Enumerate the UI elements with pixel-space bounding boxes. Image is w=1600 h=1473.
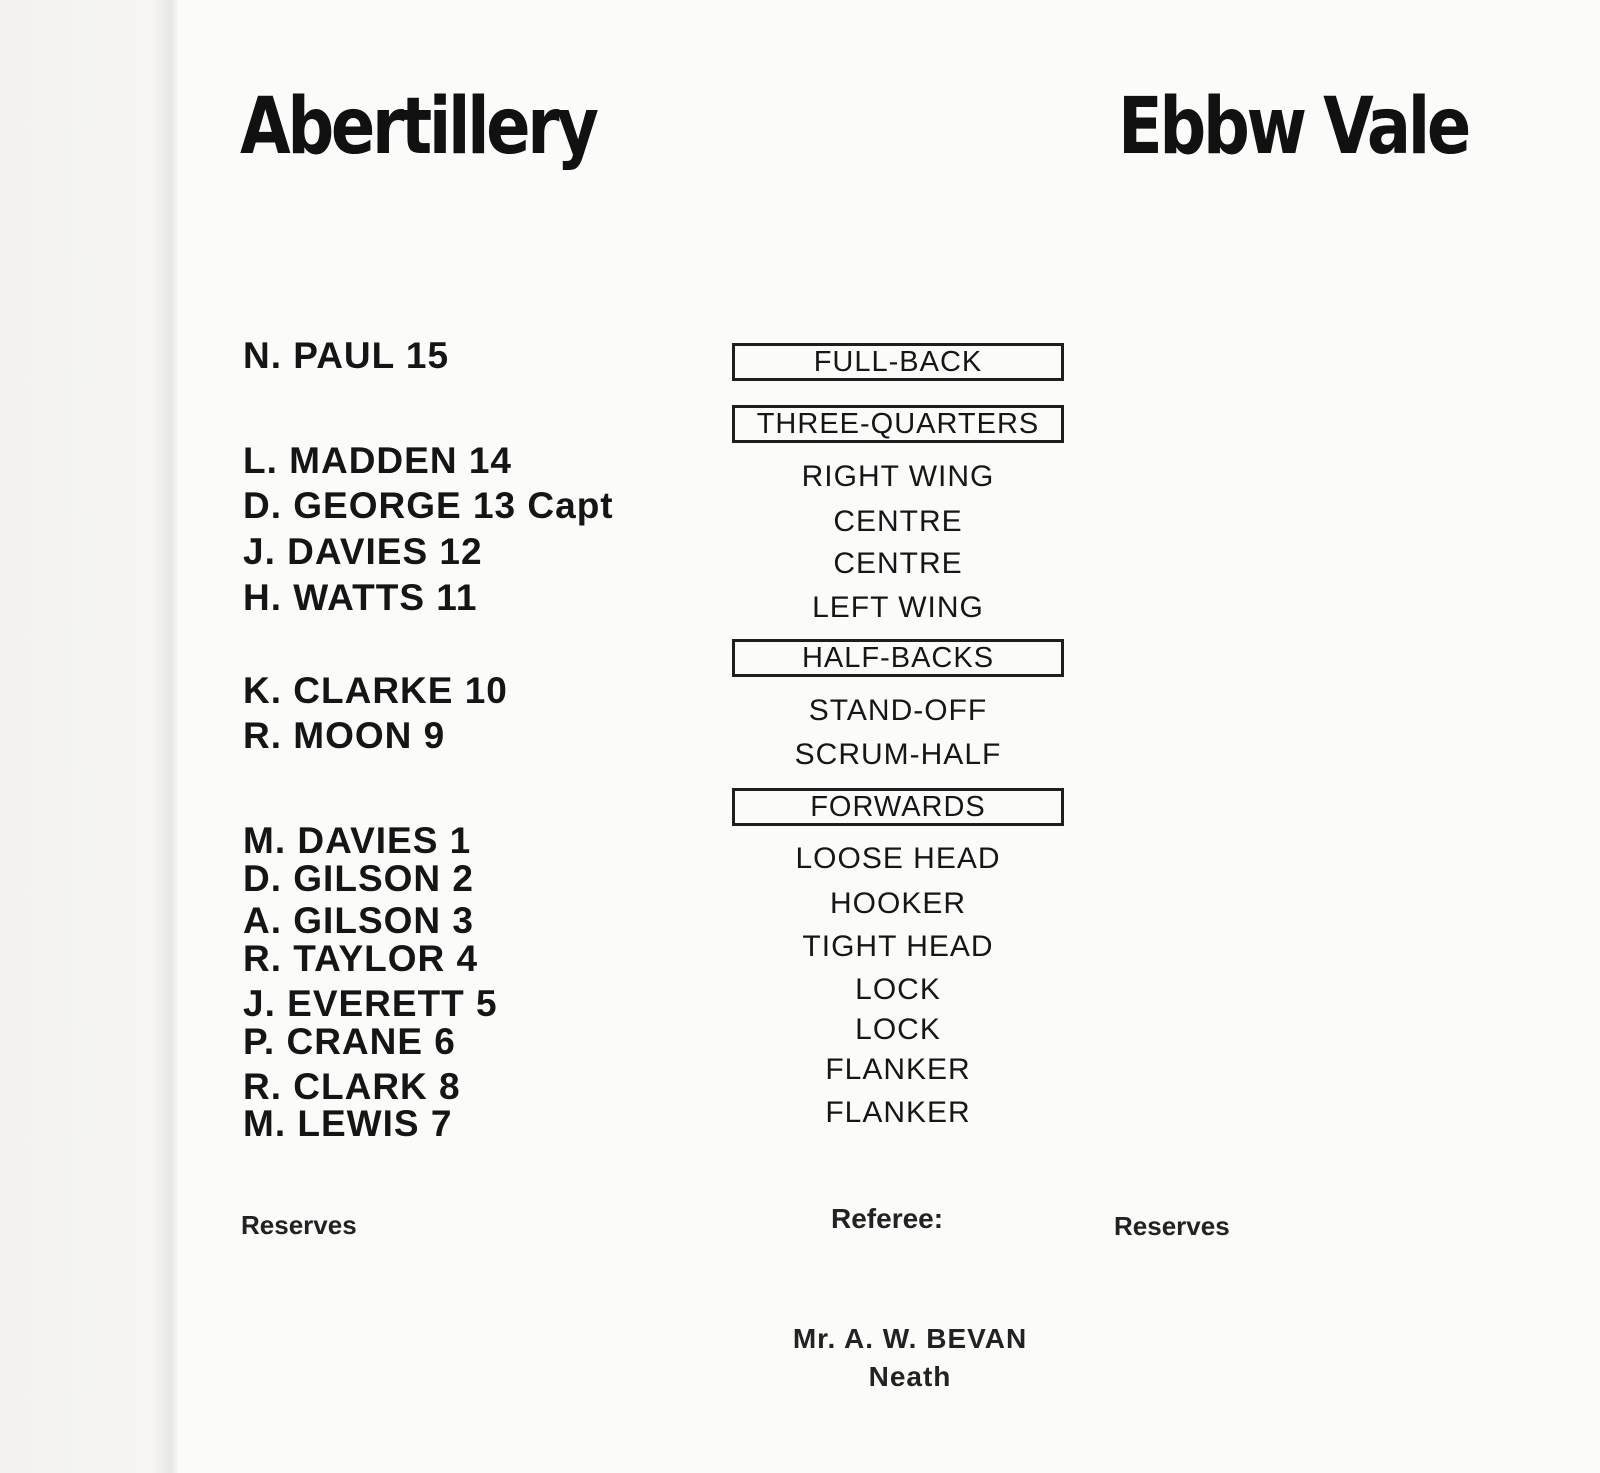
player-right-wing: L. MADDEN 14 bbox=[243, 440, 512, 481]
player-full-back: N. PAUL 15 bbox=[243, 335, 450, 376]
position-centre: CENTRE bbox=[833, 505, 963, 538]
position-lock: LOCK bbox=[855, 973, 941, 1006]
player-lock-5: J. EVERETT 5 bbox=[243, 983, 498, 1024]
section-half-backs: HALF-BACKS bbox=[732, 639, 1064, 677]
player-hooker: D. GILSON 2 bbox=[243, 858, 474, 899]
player-centre: J. DAVIES 12 bbox=[243, 531, 483, 572]
home-reserves-label: Reserves bbox=[241, 1210, 357, 1240]
away-team-title: Ebbw Vale bbox=[1118, 82, 1468, 172]
player-lock-4: R. TAYLOR 4 bbox=[243, 938, 479, 979]
player-stand-off: K. CLARKE 10 bbox=[243, 670, 508, 711]
section-full-back: FULL-BACK bbox=[732, 343, 1064, 381]
referee-name: Mr. A. W. BEVAN bbox=[792, 1323, 1028, 1354]
position-left-wing: LEFT WING bbox=[812, 591, 984, 624]
home-team-title: Abertillery bbox=[240, 82, 596, 172]
player-number-eight: R. CLARK 8 bbox=[243, 1066, 461, 1107]
position-scrum-half: SCRUM-HALF bbox=[794, 738, 1002, 771]
referee-label: Referee: bbox=[831, 1203, 944, 1234]
page-binding-shadow bbox=[0, 0, 178, 1473]
player-scrum-half: R. MOON 9 bbox=[243, 715, 446, 756]
player-left-wing: H. WATTS 11 bbox=[243, 577, 478, 618]
position-flanker: FLANKER bbox=[825, 1053, 971, 1086]
section-forwards: FORWARDS bbox=[732, 788, 1064, 826]
position-hooker: HOOKER bbox=[829, 887, 967, 920]
player-tight-head: A. GILSON 3 bbox=[243, 900, 474, 941]
player-centre-captain: D. GEORGE 13 Capt bbox=[243, 485, 614, 526]
section-three-quarters: THREE-QUARTERS bbox=[732, 405, 1064, 443]
position-right-wing: RIGHT WING bbox=[801, 460, 995, 493]
referee-town: Neath bbox=[868, 1361, 952, 1392]
player-flanker-7: M. LEWIS 7 bbox=[243, 1103, 453, 1144]
position-centre: CENTRE bbox=[833, 547, 963, 580]
position-lock: LOCK bbox=[855, 1013, 941, 1046]
player-flanker-6: P. CRANE 6 bbox=[243, 1021, 456, 1062]
position-stand-off: STAND-OFF bbox=[808, 694, 988, 727]
position-flanker: FLANKER bbox=[825, 1096, 971, 1129]
player-loose-head: M. DAVIES 1 bbox=[243, 820, 472, 861]
position-loose-head: LOOSE HEAD bbox=[795, 842, 1001, 875]
away-reserves-label: Reserves bbox=[1114, 1211, 1230, 1241]
position-tight-head: TIGHT HEAD bbox=[802, 930, 994, 963]
